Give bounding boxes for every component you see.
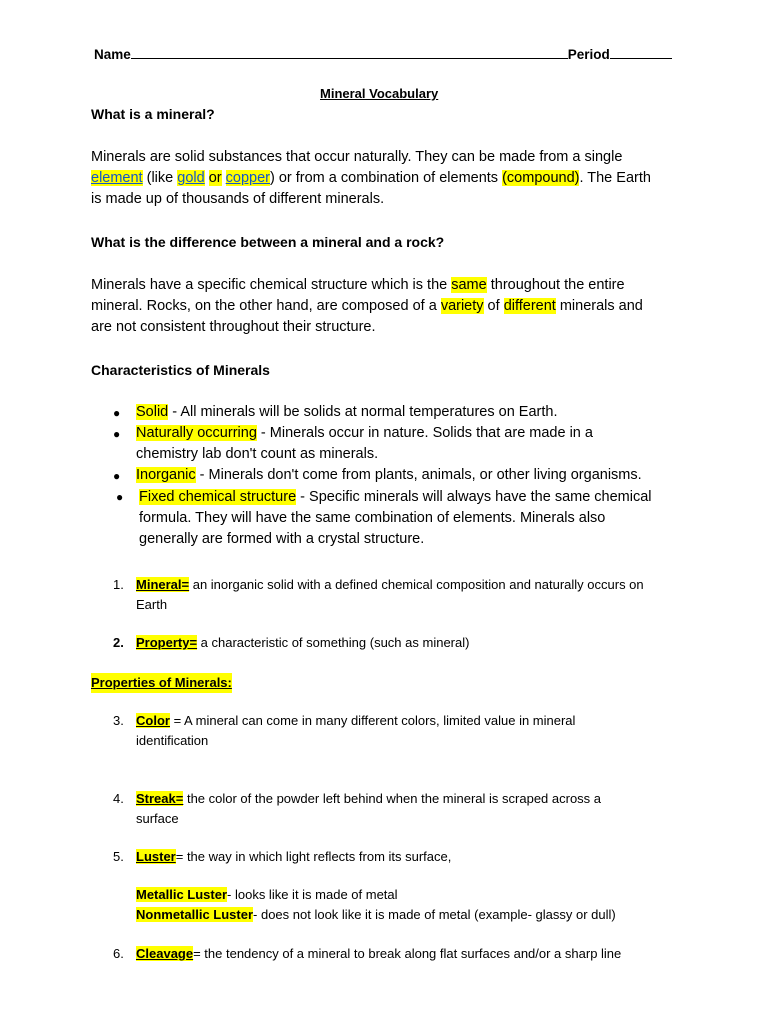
paragraph-what-is: Minerals are solid substances that occur naturally. They can be made from a single element (like gold or copper) or from a combination of elements (compound). The Earth is made up of thousands of different minerals. <box>91 149 651 207</box>
paragraph-difference: Minerals have a specific chemical structure which is the same throughout the entire mineral. Rocks, on the other hand, are composed of a variety of different minerals and are not consistent throughout their structure. <box>91 277 643 335</box>
bullet-icon: ● <box>113 427 121 441</box>
document-title: Mineral Vocabulary <box>320 86 439 101</box>
list-item: Inorganic - Minerals don't come from plants, animals, or other living organisms. <box>136 467 642 483</box>
link-element[interactable]: element <box>91 170 143 186</box>
name-label: Name <box>94 47 131 62</box>
bullet-icon: ● <box>116 490 124 504</box>
link-copper[interactable]: copper <box>225 170 270 186</box>
definition-luster: Luster= the way in which light reflects from its surface, <box>136 849 452 864</box>
definition-color: Color = A mineral can come in many different colors, limited value in mineral identification <box>136 713 576 748</box>
section-heading-what-is-mineral: What is a mineral? <box>91 106 215 122</box>
name-field[interactable] <box>94 46 672 62</box>
definition-cleavage: Cleavage= the tendency of a mineral to break along flat surfaces and/or a sharp line <box>136 946 622 961</box>
properties-heading: Properties of Minerals: <box>91 673 232 693</box>
list-number: 5. <box>113 849 124 864</box>
definition-streak: Streak= the color of the powder left behind when the mineral is scraped across a surface <box>136 791 602 826</box>
list-number: 1. <box>113 577 124 592</box>
definition-mineral: Mineral= an inorganic solid with a defined chemical composition and naturally occurs on Earth <box>136 577 644 612</box>
list-item: Naturally occurring - Minerals occur in nature. Solids that are made in a chemistry lab don't count as minerals. <box>136 425 593 462</box>
link-gold[interactable]: gold <box>177 170 205 186</box>
name-line <box>131 46 568 59</box>
bullet-icon: ● <box>113 406 121 420</box>
list-number: 6. <box>113 946 124 961</box>
list-number: 2. <box>113 635 124 650</box>
list-number: 3. <box>113 713 124 728</box>
period-label: Period <box>567 47 610 62</box>
list-item: Fixed chemical structure - Specific minerals will always have the same chemical formula. They will have the same combination of elements. Minerals also generally are formed with a crystal structure. <box>139 489 652 547</box>
section-heading-difference: What is the difference between a mineral and a rock? <box>91 234 445 250</box>
luster-types: Metallic Luster- looks like it is made of metal Nonmetallic Luster- does not look like it is made of metal (example- glassy or dull) <box>136 887 616 922</box>
list-item: Solid - All minerals will be solids at normal temperatures on Earth. <box>136 404 558 420</box>
section-heading-characteristics: Characteristics of Minerals <box>91 362 270 378</box>
list-number: 4. <box>113 791 124 806</box>
definition-property: Property= a characteristic of something (such as mineral) <box>136 635 470 650</box>
period-line <box>610 46 672 59</box>
bullet-icon: ● <box>113 469 121 483</box>
